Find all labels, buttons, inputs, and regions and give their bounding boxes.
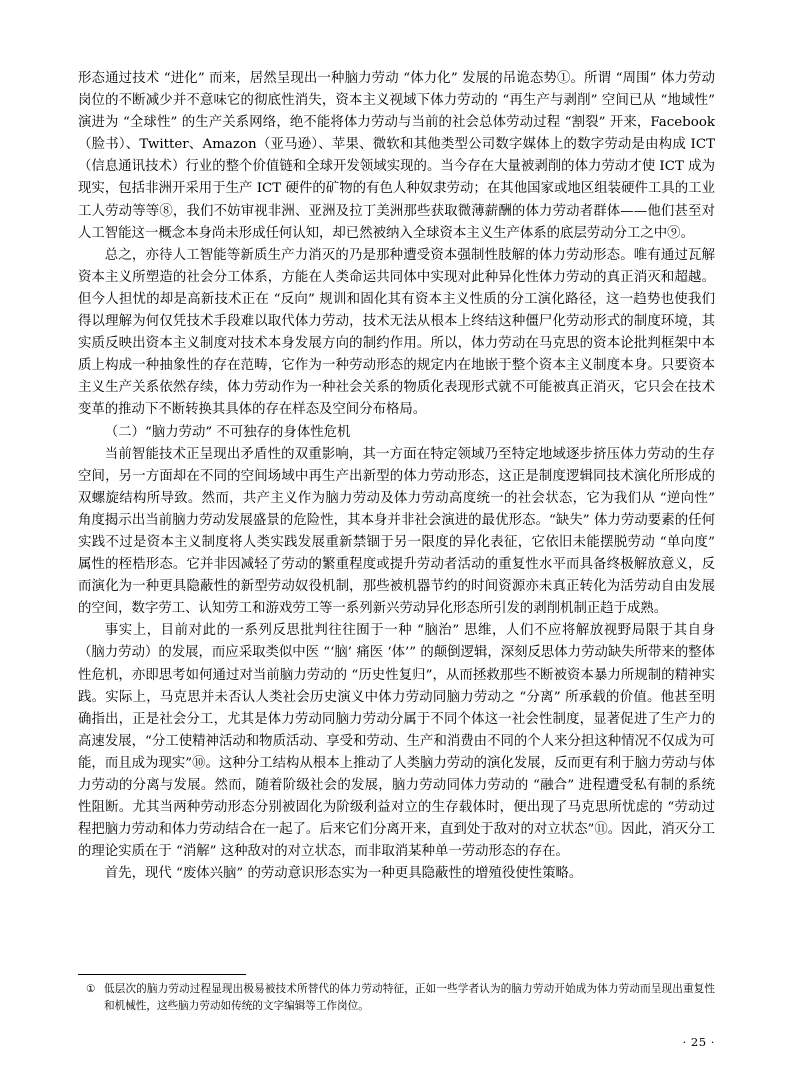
section-heading: （二）“脑力劳动” 不可独存的身体性危机 — [104, 424, 351, 440]
page-number: · 25 · — [682, 1035, 715, 1049]
paragraph-2: 总之，亦待人工智能等新质生产力消灭的乃是那种遭受资本强制性肢解的体力劳动形态。唯有通过瓦解资本主义所塑造的社会分工体系，方能在人类命运共同体中实现对此种异化性体力劳动的真正消灭和超越。但今人担忧的却是高新技术正在 “反向” 规训和固化其有资本主义性质的分工演化路径，这一趋势也使我们得以理解为何仅凭技术手段难以取代体力劳动，技术无法从根本上终结这种僵尸化劳动形式的制度环境，其实质反映出资本主义制度对技术本身发展方向的制约作用。所以，体力劳动在马克思的资本论批判框架中本质上构成一种抽象性的存在范畴，它作为一种劳动形态的规定内在地嵌于整个资本主义制度本身。只要资本主义生产关系依然存续，体力劳动作为一种社会关系的物质化表现形式就不可能被真正消灭，它只会在技术变革的推动下不断转换其具体的存在样态及空间分布格局。 — [78, 247, 715, 418]
paragraph-4: 事实上，目前对此的一系列反思批判往往囿于一种 “脑治” 思维，人们不应将解放视野局限于其自身（脑力劳动）的发展，而应采取类似中医 “‘脑’ 痛医 ‘体’” 的颠倒逻辑，深刻反思体力劳动缺失所带来的整体性危机，亦即思考如何通过对当前脑力劳动的 “历史性复归”，从而拯救那些不断被资本暴力所规制的精神实践。实际上，马克思并未否认人类社会历史演义中体力劳动同脑力劳动之 “分离” 所承载的价值。他甚至明确指出，正是社会分工，尤其是体力劳动同脑力劳动分属于不同个体这一社会性制度，显著促进了生产力的高速发展，“分工使精神活动和物质活动、享受和劳动、生产和消费由不同的个人来分担这种情况不仅成为可能，而且成为现实”⑩。这种分工结构从根本上推动了人类脑力劳动的演化发展，反而更有利于脑力劳动与体力劳动的分离与发展。然而，随着阶级社会的发展，脑力劳动同体力劳动的 “融合” 进程遭受私有制的系统性阻断。尤其当两种劳动形态分别被固化为阶级利益对立的生存载体时，便出现了马克思所忧虑的 “劳动过程把脑力劳动和体力劳动结合在一起了。后来它们分离开来，直到处于敌对的对立状态”⑪。因此，消灭分工的理论实质在于 “消解” 这种敌对的对立状态，而非取消某种单一劳动形态的存在。 — [78, 623, 715, 860]
footnote-area — [78, 974, 715, 1015]
footnote-text: 低层次的脑力劳动过程显现出极易被技术所替代的体力劳动特征，正如一些学者认为的脑力劳动开始成为体力劳动而呈现出重复性和机械性，这些脑力劳动如传统的文字编辑等工作岗位。 — [104, 982, 715, 1012]
paragraph-5: 首先，现代 “废体兴脑” 的劳动意识形态实为一种更具隐蔽性的增殖役使性策略。 — [104, 866, 583, 882]
footnote-divider — [78, 974, 246, 975]
footnote-item — [78, 981, 715, 1015]
paragraph-3: 当前智能技术正呈现出矛盾性的双重影响，其一方面在特定领域乃至特定地域逐步挤压体力劳动的生存空间，另一方面却在不同的空间场域中再生产出新型的体力劳动形态，这正是制度逻辑同技术演化所形成的双螺旋结构所导致。然而，共产主义作为脑力劳动及体力劳动高度统一的社会状态，它为我们从 “逆向性” 角度揭示出当前脑力劳动发展盛景的危险性，其本身并非社会演进的最优形态。“缺失” 体力劳动要素的任何实践不过是资本主义制度将人类实践发展重新禁锢于另一限度的异化表征，它依旧未能摆脱劳动 “单向度” 属性的桎梏形态。它并非因减轻了劳动的繁重程度或提升劳动者活动的重复性水平而具备终极解放意义，反而演化为一种更具隐蔽性的新型劳动奴役机制，那些被机器节约的时间资源亦未真正转化为活劳动自由发展的空间，数字劳工、认知劳工和游戏劳工等一系列新兴劳动异化形态所引发的剥削机制正趋于成熟。 — [78, 446, 715, 617]
article-body — [78, 68, 715, 885]
paragraph-1: 形态通过技术 “进化” 而来，居然呈现出一种脑力劳动 “体力化” 发展的吊诡态势①。所谓 “周围” 体力劳动岗位的不断减少并不意味它的彻底性消失，资本主义视域下体力劳动的 “再生产与剥削” 空间已从 “地域性” 演进为 “全球性” 的生产关系网络，绝不能将体力劳动与当前的社会总体劳动过程 “割裂” 开来，Facebook（脸书）、Twitter、Amazon（亚马逊）、苹果、微软和其他类型公司数字媒体上的数字劳动是由构成 ICT（信息通讯技术）行业的整个价值链和全球开发领域实现的。当今存在大量被剥削的体力劳动才使 ICT 成为现实，包括非洲开采用于生产 ICT 硬件的矿物的有色人种奴隶劳动；在其他国家或地区组装硬件工具的工业工人劳动等等⑧，我们不妨审视非洲、亚洲及拉丁美洲那些获取微薄薪酬的体力劳动者群体——他们甚至对人工智能这一概念本身尚未形成任何认知，却已然被纳入全球资本主义生产体系的底层劳动分工之中⑨。 — [78, 71, 715, 241]
footnote-marker: ① — [86, 982, 96, 995]
